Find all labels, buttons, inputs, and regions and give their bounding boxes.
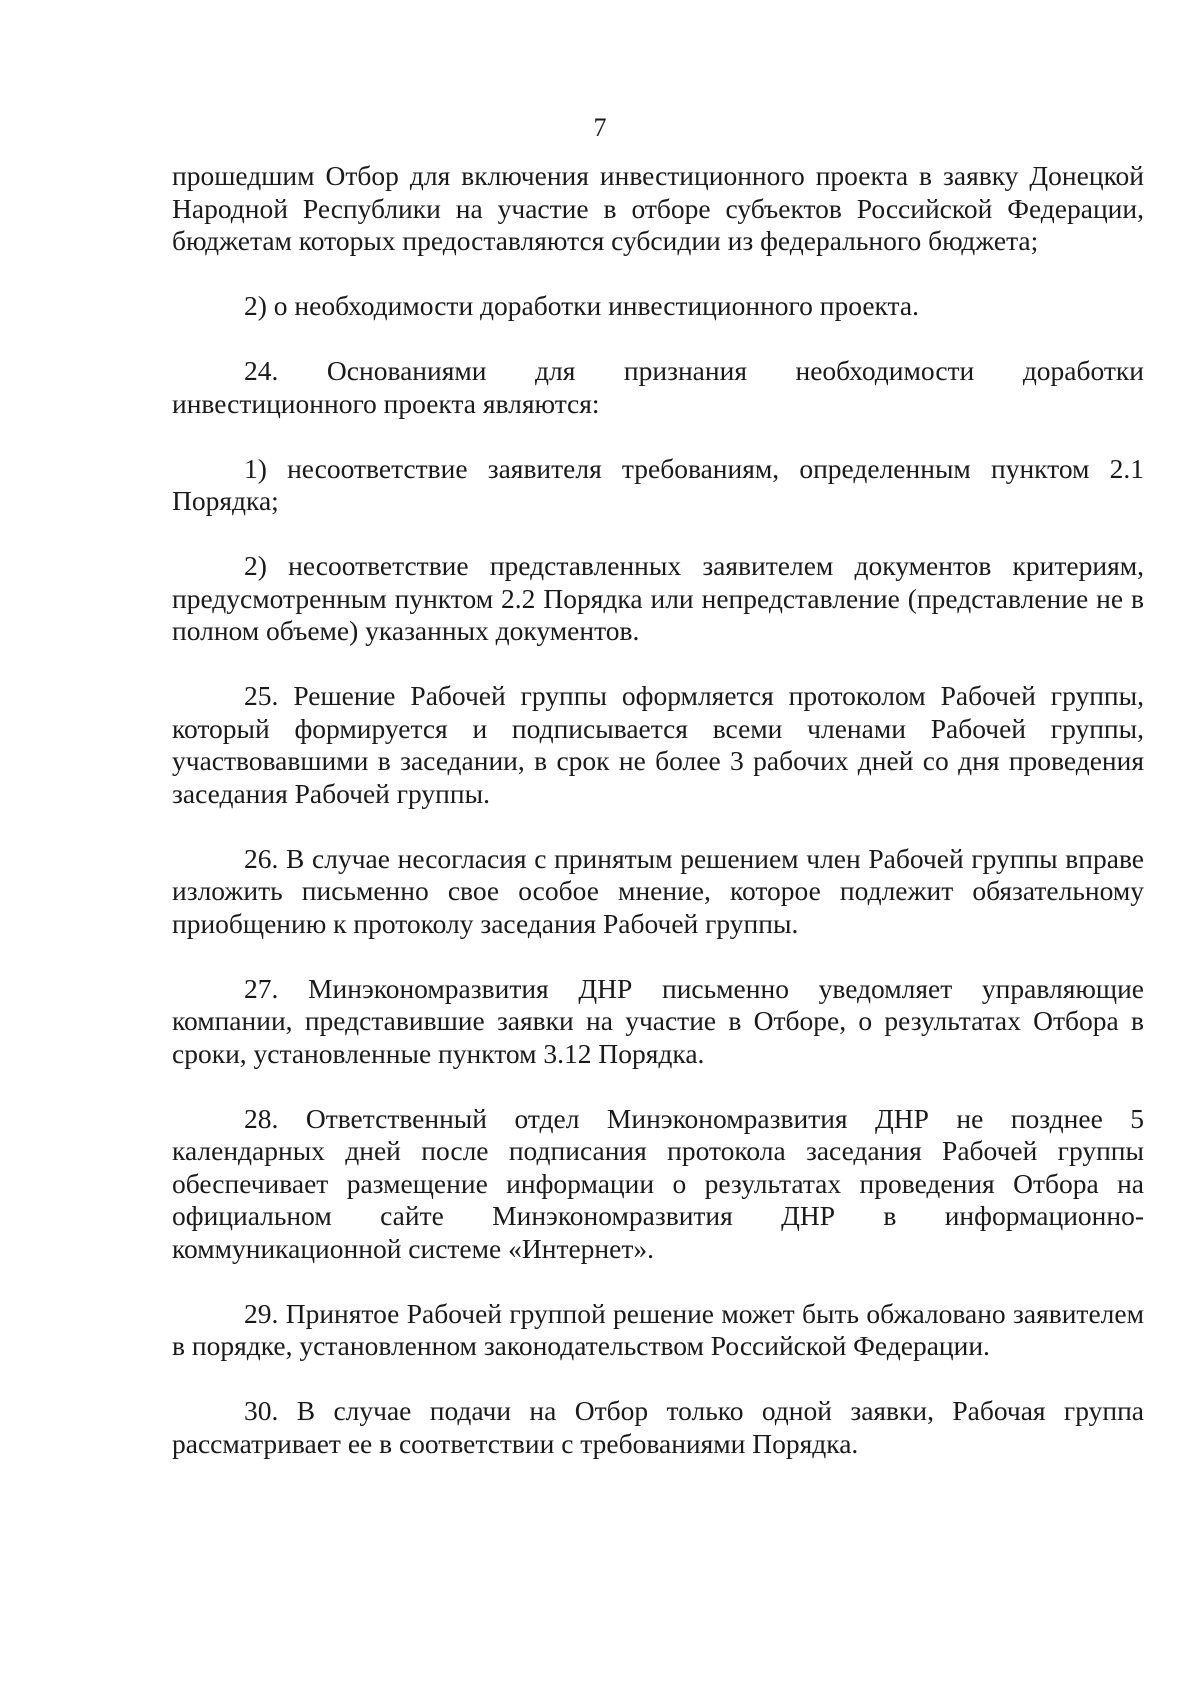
paragraph-28: 28. Ответственный отдел Минэкономразвития ДНР не позднее 5 календарных дней после подписания протокола заседания Рабочей группы обеспечивает размещение информации о результатах проведения Отбора на официальном сайте Минэкономразвития ДНР в информационно-коммуникационной системе «Интернет». — [172, 1102, 1144, 1264]
paragraph-29: 29. Принятое Рабочей группой решение может быть обжаловано заявителем в порядке, установленном законодательством Российской Федерации. — [172, 1297, 1144, 1361]
paragraph-24-item-2: 2) несоответствие представленных заявителем документов критериям, предусмотренным пунктом 2.2 Порядка или непредставление (представление не в полном объеме) указанных документов. — [172, 550, 1144, 646]
document-body — [172, 160, 1144, 1493]
paragraph-27: 27. Минэкономразвития ДНР письменно уведомляет управляющие компании, представившие заявки на участие в Отборе, о результатах Отбора в сроки, установленные пунктом 3.12 Порядка. — [172, 972, 1144, 1069]
paragraph-26: 26. В случае несогласия с принятым решением член Рабочей группы вправе изложить письменно свое особое мнение, которое подлежит обязательному приобщению к протоколу заседания Рабочей группы. — [172, 842, 1144, 939]
paragraph-24: 24. Основаниями для признания необходимости доработки инвестиционного проекта являются: — [172, 355, 1144, 419]
paragraph-30: 30. В случае подачи на Отбор только одной заявки, Рабочая группа рассматривает ее в соответствии с требованиями Порядка. — [172, 1395, 1144, 1459]
paragraph-continuation: прошедшим Отбор для включения инвестиционного проекта в заявку Донецкой Народной Республики на участие в отборе субъектов Российской Федерации, бюджетам которых предоставляются субсидии из федерального бюджета; — [172, 160, 1144, 256]
paragraph-item-2-rework: 2) о необходимости доработки инвестиционного проекта. — [244, 290, 919, 321]
paragraph-24-item-1: 1) несоответствие заявителя требованиям, определенным пунктом 2.1 Порядка; — [172, 452, 1144, 516]
page-number: 7 — [593, 113, 607, 142]
paragraph-25: 25. Решение Рабочей группы оформляется протоколом Рабочей группы, который формируется и подписывается всеми членами Рабочей группы, участвовавшими в заседании, в срок не более 3 рабочих дней со дня проведения заседания Рабочей группы. — [172, 680, 1144, 809]
